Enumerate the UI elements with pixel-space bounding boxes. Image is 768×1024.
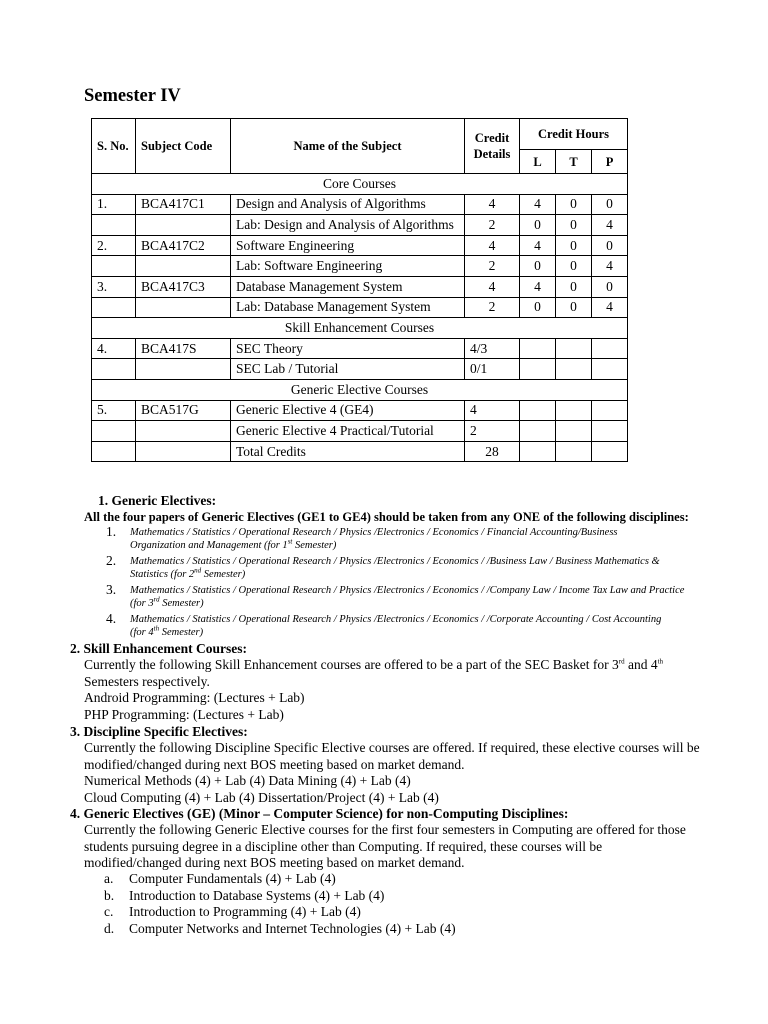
table-row [92, 256, 628, 277]
cell-p [592, 359, 628, 380]
dse-line: Cloud Computing (4) + Lab (4) Dissertation/Project (4) + Lab (4) [84, 789, 439, 805]
cell-t: 0 [556, 194, 592, 215]
sec-line: Semesters respectively. [84, 673, 210, 689]
cell-name: Generic Elective 4 Practical/Tutorial [231, 421, 465, 442]
cell-l: 4 [520, 276, 556, 297]
total-label: Total Credits [231, 441, 465, 462]
cell-t: 0 [556, 235, 592, 256]
cell-p [592, 421, 628, 442]
dse-line: Numerical Methods (4) + Lab (4) Data Mining (4) + Lab (4) [84, 773, 411, 788]
cell-code: BCA417C1 [136, 194, 231, 215]
table-row [92, 359, 628, 380]
cell-p [592, 400, 628, 421]
cell-l: 0 [520, 297, 556, 318]
cell-name: Generic Elective 4 (GE4) [231, 400, 465, 421]
cell-name: Lab: Design and Analysis of Algorithms [231, 215, 465, 236]
sec-line: Android Programming: (Lectures + Lab) [84, 690, 305, 705]
header-code: Subject Code [136, 119, 231, 174]
cell-credit: 2 [465, 421, 520, 442]
cell-sno: 1. [92, 194, 136, 215]
cell-name: Software Engineering [231, 235, 465, 256]
cell-l: 0 [520, 215, 556, 236]
cell-p: 0 [592, 235, 628, 256]
cell-sno: 5. [92, 400, 136, 421]
cell-code: BCA417C2 [136, 235, 231, 256]
table-row [92, 400, 628, 421]
list-item: b. Introduction to Database Systems (4) + Lab (4) [104, 887, 385, 903]
cell-name: SEC Theory [231, 338, 465, 359]
page-title: Semester IV [84, 86, 181, 106]
cell-sno: 2. [92, 235, 136, 256]
cell-p: 4 [592, 215, 628, 236]
header-p: P [592, 150, 628, 174]
cell-sno: 4. [92, 338, 136, 359]
ge-item-line: Organization and Management (for 1st Semester) [130, 537, 337, 551]
cell-code: BCA517G [136, 400, 231, 421]
header-name: Name of the Subject [231, 119, 465, 174]
cell-p: 0 [592, 194, 628, 215]
dse-heading: 3. Discipline Specific Electives: [70, 724, 248, 739]
ge-item [130, 527, 730, 552]
cell-t [556, 421, 592, 442]
gen-heading: 4. Generic Electives (GE) (Minor – Computer Science) for non-Computing Disciplines: [70, 806, 569, 821]
cell-name: Lab: Database Management System [231, 297, 465, 318]
sec-heading: 2. Skill Enhancement Courses: [70, 641, 248, 656]
cell-t: 0 [556, 215, 592, 236]
cell-credit: 0/1 [465, 359, 520, 380]
ge-item-line: Mathematics / Statistics / Operational Research / Physics /Electronics / Economics / /Corporate Accounting / Cost Accounting [130, 614, 662, 625]
cell-code: BCA417S [136, 338, 231, 359]
table-row [92, 235, 628, 256]
ge-item-number: 3. [106, 582, 117, 597]
cell-sno [92, 297, 136, 318]
total-row [92, 441, 628, 462]
ge-item-number: 1. [106, 524, 117, 539]
cell-p: 4 [592, 297, 628, 318]
cell-p: 4 [592, 256, 628, 277]
section-generic: Generic Elective Courses [92, 379, 628, 400]
cell-code [136, 421, 231, 442]
cell-l [520, 421, 556, 442]
cell-t: 0 [556, 256, 592, 277]
dse-line: modified/changed during next BOS meeting based on market demand. [84, 756, 465, 772]
ge-item [130, 614, 730, 639]
ge-item-line: Mathematics / Statistics / Operational Research / Physics /Electronics / Economics / /Business Law / Business Mathematics & [130, 556, 660, 567]
cell-code [136, 359, 231, 380]
table-row [92, 338, 628, 359]
total-value: 28 [465, 441, 520, 462]
cell-sno [92, 215, 136, 236]
cell-credit: 2 [465, 297, 520, 318]
cell-credit: 2 [465, 256, 520, 277]
list-item: d. Computer Networks and Internet Technologies (4) + Lab (4) [104, 920, 456, 936]
cell-t [556, 400, 592, 421]
cell-l [520, 338, 556, 359]
section-skill: Skill Enhancement Courses [92, 318, 628, 339]
cell-credit: 4 [465, 235, 520, 256]
gen-line: students pursuing degree in a discipline other than Computing. If required, these courses will be [84, 838, 603, 854]
cell-sno [92, 421, 136, 442]
cell-name: Lab: Software Engineering [231, 256, 465, 277]
dse-body [84, 740, 744, 806]
ge-intro: All the four papers of Generic Electives (GE1 to GE4) should be taken from any ONE of the following disciplines: [84, 510, 689, 524]
cell-credit: 4 [465, 194, 520, 215]
cell-credit: 4 [465, 276, 520, 297]
table-row [92, 297, 628, 318]
gen-list [104, 871, 704, 937]
cell-credit: 2 [465, 215, 520, 236]
cell-t [556, 359, 592, 380]
course-table [91, 118, 628, 462]
dse-line: Currently the following Discipline Specific Elective courses are offered. If required, these elective courses will be [84, 740, 700, 755]
ge-item-number: 4. [106, 611, 117, 626]
cell-p: 0 [592, 276, 628, 297]
ge-item [130, 556, 730, 581]
table-row [92, 421, 628, 442]
sec-line: PHP Programming: (Lectures + Lab) [84, 706, 284, 722]
ge-item-line: Statistics (for 2nd Semester) [130, 566, 246, 580]
ge-item-number: 2. [106, 553, 117, 568]
table-row [92, 215, 628, 236]
cell-name: SEC Lab / Tutorial [231, 359, 465, 380]
gen-line: modified/changed during next BOS meeting based on market demand. [84, 855, 465, 870]
cell-credit: 4/3 [465, 338, 520, 359]
cell-t [556, 338, 592, 359]
ge-heading: 1. Generic Electives: [98, 493, 217, 508]
cell-name: Design and Analysis of Algorithms [231, 194, 465, 215]
sec-line: Currently the following Skill Enhancement courses are offered to be a part of the SEC Basket for 3rd and 4th [84, 657, 664, 672]
header-l: L [520, 150, 556, 174]
ge-item [130, 585, 730, 610]
cell-sno [92, 359, 136, 380]
cell-code [136, 297, 231, 318]
ge-item-line: (for 3rd Semester) [130, 595, 204, 609]
cell-p [592, 338, 628, 359]
list-item: a. Computer Fundamentals (4) + Lab (4) [104, 871, 336, 886]
table-header-row [92, 119, 628, 150]
cell-l: 0 [520, 256, 556, 277]
cell-credit: 4 [465, 400, 520, 421]
list-item: c. Introduction to Programming (4) + Lab (4) [104, 904, 361, 919]
cell-sno [92, 256, 136, 277]
cell-l: 4 [520, 194, 556, 215]
cell-name: Database Management System [231, 276, 465, 297]
cell-sno: 3. [92, 276, 136, 297]
table-row [92, 194, 628, 215]
gen-body [84, 822, 744, 872]
header-credit: Credit Details [465, 119, 520, 174]
header-t: T [556, 150, 592, 174]
section-core: Core Courses [92, 174, 628, 195]
cell-code: BCA417C3 [136, 276, 231, 297]
ge-item-line: Mathematics / Statistics / Operational Research / Physics /Electronics / Economics / Financial Accounting/Business [130, 527, 618, 538]
table-row [92, 276, 628, 297]
gen-line: Currently the following Generic Elective courses for the first four semesters in Computing are offered for those [84, 822, 686, 837]
sec-body [84, 657, 734, 723]
ge-item-line: Mathematics / Statistics / Operational Research / Physics /Electronics / Economics / /Company Law / Income Tax Law and Practice [130, 585, 685, 596]
cell-l [520, 359, 556, 380]
header-hours: Credit Hours [520, 119, 628, 150]
ge-item-line: (for 4th Semester) [130, 624, 204, 638]
cell-t: 0 [556, 276, 592, 297]
cell-code [136, 215, 231, 236]
cell-l: 4 [520, 235, 556, 256]
header-sno: S. No. [92, 119, 136, 174]
cell-code [136, 256, 231, 277]
cell-t: 0 [556, 297, 592, 318]
cell-l [520, 400, 556, 421]
